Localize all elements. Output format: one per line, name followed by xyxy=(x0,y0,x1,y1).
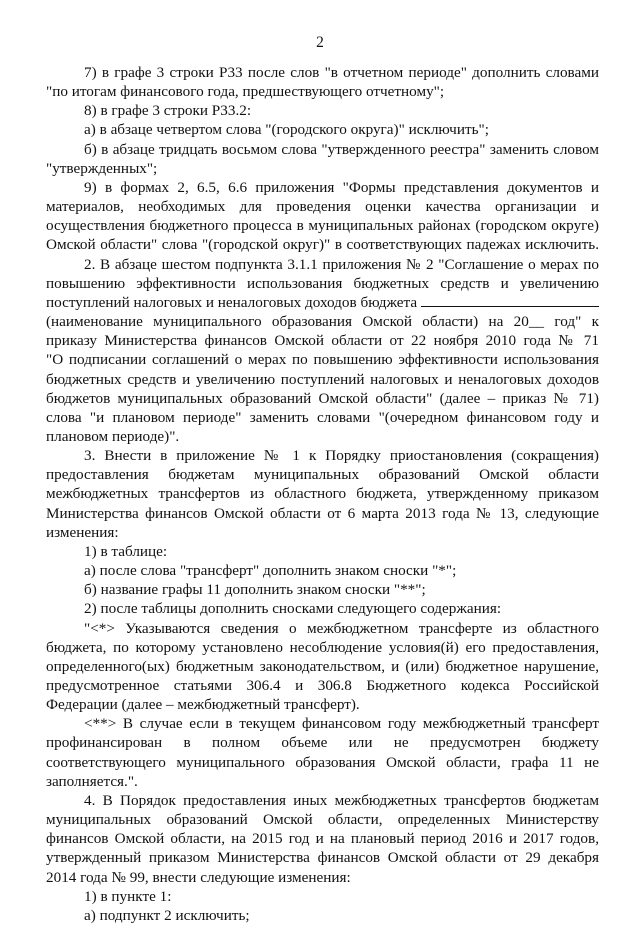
text-line-content: 2) после таблицы дополнить сносками следующего содержания: xyxy=(84,600,502,618)
text-line-content: осуществления бюджетного процесса в муниципальных районах (городском округе) xyxy=(46,217,599,235)
text-line xyxy=(46,235,599,254)
document-body xyxy=(46,63,599,925)
text-line-content: заполняется.". xyxy=(46,772,138,790)
text-line xyxy=(46,178,599,197)
text-line-content: бюджетов муниципальных образований Омской области" (далее – приказ № 71) xyxy=(46,389,599,407)
text-line xyxy=(46,542,599,561)
text-line xyxy=(46,216,599,235)
text-line-content: 3. Внести в приложение № 1 к Порядку приостановления (сокращения) xyxy=(84,447,599,465)
text-line xyxy=(46,197,599,216)
text-line xyxy=(46,312,599,331)
text-line xyxy=(46,370,599,389)
text-line xyxy=(46,753,599,772)
text-line xyxy=(46,255,599,274)
text-line xyxy=(46,504,599,523)
text-line xyxy=(46,159,599,178)
text-line-content: (наименование муниципального образования Омской области) на 20__ год" к xyxy=(46,313,599,331)
text-line xyxy=(46,887,599,906)
text-line-content: материалов, необходимых для проведения оценки качества организации и xyxy=(46,198,599,216)
text-line-content: финансов Омской области, на 2015 год и на плановый период 2016 и 2017 годов, xyxy=(46,830,599,848)
text-line-content: "<*> Указываются сведения о межбюджетном трансферте из областного xyxy=(84,619,599,637)
text-line xyxy=(46,120,599,139)
text-line xyxy=(46,580,599,599)
text-line-content: бюджетных средств и увеличению поступлений налоговых и неналоговых доходов xyxy=(46,370,599,388)
text-line-content: межбюджетных трансфертов из областного бюджета, утвержденному приказом xyxy=(46,485,599,503)
text-line xyxy=(46,389,599,408)
text-line-content: соответствующего муниципального образования Омской области, графа 11 не xyxy=(46,753,599,771)
text-line-content: а) после слова "трансферт" дополнить знаком сноски "*"; xyxy=(84,562,457,580)
text-line xyxy=(46,676,599,695)
text-line-content: <**> В случае если в текущем финансовом году межбюджетный трансферт xyxy=(84,715,599,733)
text-line xyxy=(46,446,599,465)
text-line-content: а) подпункт 2 исключить; xyxy=(84,906,250,924)
text-line-content: "утвержденных"; xyxy=(46,159,158,177)
text-line-content: муниципальных образований Омской области, определенных Министерству xyxy=(46,811,599,829)
text-line xyxy=(46,331,599,350)
text-line-content: 1) в таблице: xyxy=(84,542,168,560)
text-line-content: профинансирован в полном объеме или не предусмотрен бюджету xyxy=(46,734,599,752)
text-line xyxy=(46,561,599,580)
text-line-content: 9) в формах 2, 6.5, 6.6 приложения "Формы представления документов и xyxy=(84,178,599,196)
text-line-content: утвержденный приказом Министерства финансов Омской области от 29 декабря xyxy=(46,849,599,867)
text-line xyxy=(46,408,599,427)
text-line xyxy=(46,101,599,120)
text-line xyxy=(46,657,599,676)
text-line-content: предоставления бюджетам муниципальных образований Омской области xyxy=(46,466,599,484)
text-line xyxy=(46,619,599,638)
text-line-content: а) в абзаце четвертом слова "(городского округа)" исключить"; xyxy=(84,121,489,139)
text-line xyxy=(46,695,599,714)
text-line xyxy=(46,848,599,867)
text-line xyxy=(46,274,599,293)
text-line-content: повышению эффективности использования бюджетных средств и увеличению xyxy=(46,274,599,292)
text-line xyxy=(46,906,599,925)
text-line xyxy=(46,63,599,82)
text-line-content: Министерства финансов Омской области от 6 марта 2013 года № 13, следующие xyxy=(46,504,599,522)
text-line-content: 2014 года № 99, внести следующие изменения: xyxy=(46,868,351,886)
text-line xyxy=(46,791,599,810)
text-line xyxy=(46,733,599,752)
text-line xyxy=(46,484,599,503)
page-number: 2 xyxy=(316,34,324,51)
text-line-content: 2. В абзаце шестом подпункта 3.1.1 приложения № 2 "Соглашение о мерах по xyxy=(84,255,599,273)
text-line-content: 7) в графе 3 строки Р33 после слов "в отчетном периоде" дополнить словами xyxy=(84,64,599,81)
text-line-content: б) название графы 11 дополнить знаком сноски "**"; xyxy=(84,581,426,599)
text-line-content: бюджета, по которому установлено несоблюдение условия(й) его предоставления, xyxy=(46,638,599,656)
text-line xyxy=(46,829,599,848)
text-line-content: приказу Министерства финансов Омской области от 22 ноября 2010 года № 71 xyxy=(46,332,599,350)
text-line xyxy=(46,868,599,887)
text-line xyxy=(46,523,599,542)
text-line-content: "по итогам финансового года, предшествующего отчетному"; xyxy=(46,83,445,101)
fill-in-blank xyxy=(421,294,599,307)
text-line xyxy=(46,427,599,446)
text-line-content: Федерации (далее – межбюджетный трансферт). xyxy=(46,696,360,714)
text-line xyxy=(46,82,599,101)
text-line xyxy=(46,599,599,618)
text-line-content: поступлений налоговых и неналоговых доходов бюджета xyxy=(46,293,418,311)
text-line-content: б) в абзаце тридцать восьмом слова "утвержденного реестра" заменить словом xyxy=(84,140,599,158)
text-line-content: "О подписании соглашений о мерах по повышению эффективности использования xyxy=(46,351,599,369)
text-line xyxy=(46,465,599,484)
text-line-content: изменения: xyxy=(46,523,119,541)
text-line xyxy=(46,810,599,829)
text-line xyxy=(46,293,599,312)
text-line-content: определенного(ых) бюджетным законодательством, и (или) бюджетное нарушение, xyxy=(46,657,599,675)
text-line xyxy=(46,714,599,733)
text-line-content: 8) в графе 3 строки Р33.2: xyxy=(84,102,252,120)
text-line-content: 1) в пункте 1: xyxy=(84,887,172,905)
text-line xyxy=(46,772,599,791)
text-line xyxy=(46,638,599,657)
text-line-content: слова "и плановом периоде" заменить словами "(очередном финансовом году и xyxy=(46,408,599,426)
text-line-content: Омской области" слова "(городской округ)" в соответствующих падежах исключить. xyxy=(46,236,599,254)
text-line-content: предусмотренное статьями 306.4 и 306.8 Бюджетного кодекса Российской xyxy=(46,677,599,694)
text-line-content: плановом периоде)". xyxy=(46,427,180,445)
text-line-content: 4. В Порядок предоставления иных межбюджетных трансфертов бюджетам xyxy=(84,791,599,809)
text-line xyxy=(46,140,599,159)
text-line xyxy=(46,350,599,369)
